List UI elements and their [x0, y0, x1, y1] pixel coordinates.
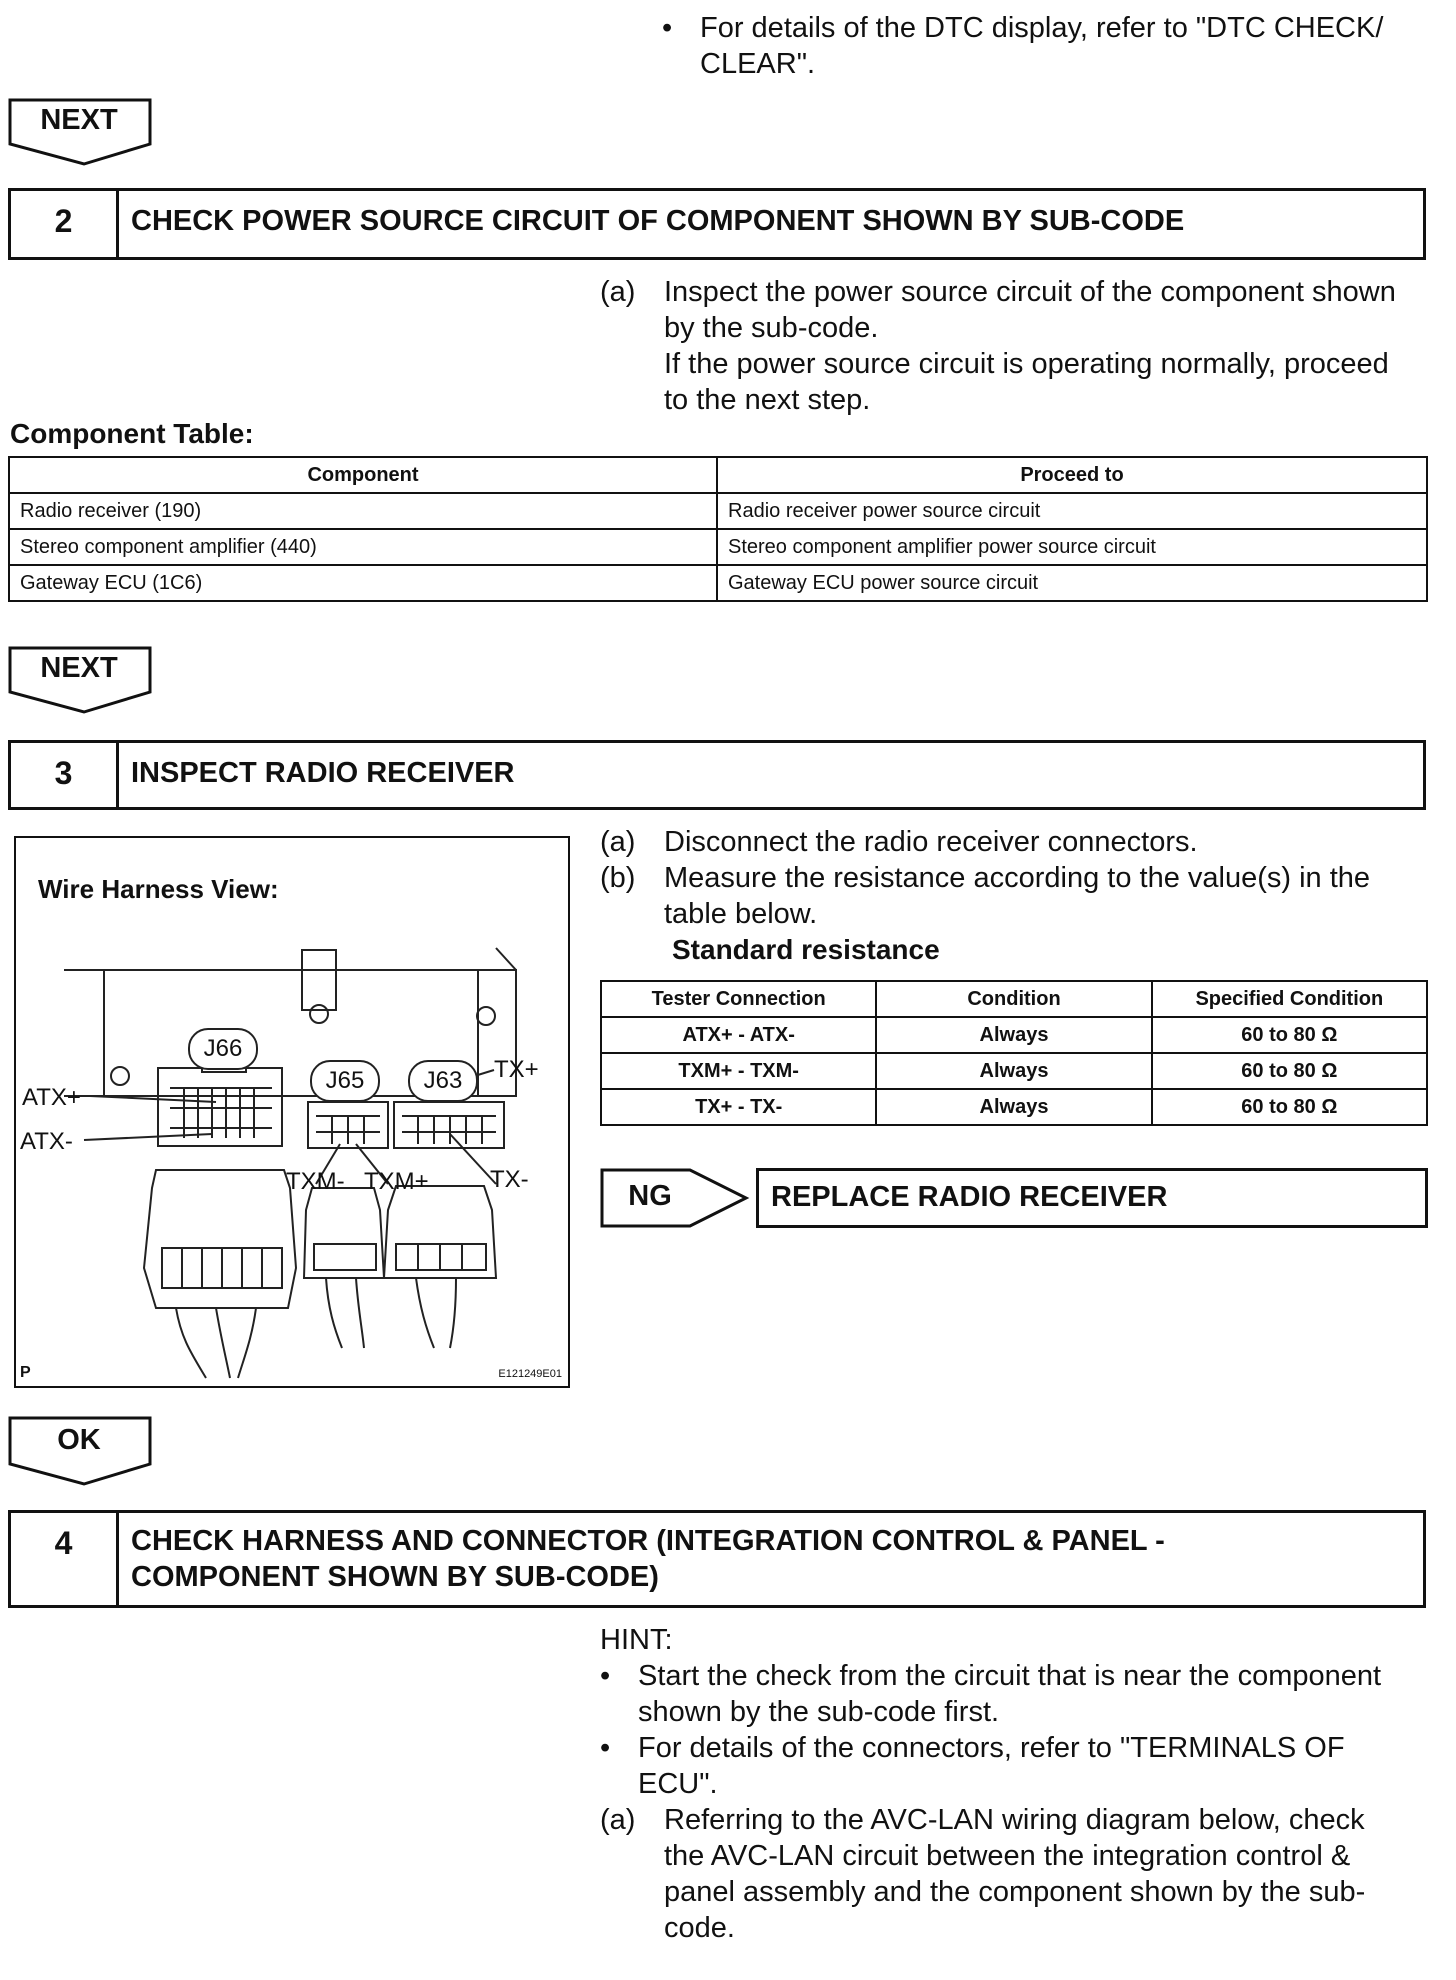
hint-line: ECU".	[638, 1768, 718, 1800]
replace-radio-receiver-action: REPLACE RADIO RECEIVER	[756, 1168, 1428, 1228]
table-header-row	[601, 981, 1427, 1017]
item-line: table below.	[664, 898, 818, 930]
table-cell: 60 to 80 Ω	[1152, 1053, 1427, 1089]
item-line: code.	[664, 1912, 735, 1944]
item-marker: (a)	[600, 826, 636, 858]
table-row	[601, 1053, 1427, 1089]
next-label: NEXT	[40, 652, 118, 684]
diagram-corner-letter: P	[20, 1364, 31, 1381]
connector-label-j66: J66	[188, 1028, 258, 1070]
figure-code: E121249E01	[498, 1368, 562, 1380]
column-header: Tester Connection	[601, 981, 876, 1017]
table-cell: Stereo component amplifier power source circuit	[717, 529, 1427, 565]
hint-line: Start the check from the circuit that is near the component	[638, 1660, 1382, 1692]
pin-label-txm-minus: TXM-	[286, 1168, 345, 1195]
step-title	[119, 1513, 1177, 1605]
dtc-display-note	[662, 10, 1383, 82]
table-cell: TX+ - TX-	[601, 1089, 876, 1125]
ng-label: NG	[628, 1180, 672, 1212]
item-marker: (a)	[600, 276, 636, 308]
bullet-glyph: •	[600, 1660, 611, 1692]
item-marker: (a)	[600, 1804, 636, 1836]
step-title: INSPECT RADIO RECEIVER	[131, 757, 515, 789]
diagram-title: Wire Harness View:	[38, 874, 279, 904]
standard-resistance-heading: Standard resistance	[672, 934, 940, 965]
table-cell: ATX+ - ATX-	[601, 1017, 876, 1053]
title-line: COMPONENT SHOWN BY SUB-CODE)	[131, 1561, 659, 1593]
pin-label-txm-plus: TXM+	[364, 1168, 429, 1195]
step-4-item-a	[600, 1802, 1365, 1946]
next-button-2[interactable]	[8, 646, 154, 716]
table-cell: Stereo component amplifier (440)	[9, 529, 717, 565]
table-row	[9, 565, 1427, 601]
ng-button[interactable]	[600, 1168, 750, 1228]
radio-receiver-connectors-illustration	[16, 838, 568, 1386]
item-line: panel assembly and the component shown by the sub-	[664, 1876, 1366, 1908]
bullet-glyph: •	[600, 1732, 611, 1764]
table-cell: TXM+ - TXM-	[601, 1053, 876, 1089]
item-line: the AVC-LAN circuit between the integration control &	[664, 1840, 1351, 1872]
pin-label-tx-plus: TX+	[494, 1056, 539, 1083]
pin-label-tx-minus: TX-	[490, 1166, 529, 1193]
connector-label-j63: J63	[408, 1060, 478, 1102]
table-cell: Always	[876, 1053, 1151, 1089]
hint-line: For details of the connectors, refer to "TERMINALS OF	[638, 1732, 1345, 1764]
wire-harness-diagram	[14, 836, 570, 1388]
component-table-caption: Component Table:	[10, 418, 254, 449]
step-title: CHECK POWER SOURCE CIRCUIT OF COMPONENT SHOWN BY SUB-CODE	[131, 205, 1185, 237]
table-cell: 60 to 80 Ω	[1152, 1089, 1427, 1125]
column-header: Proceed to	[717, 457, 1427, 493]
column-header: Component	[9, 457, 717, 493]
next-button-1[interactable]	[8, 98, 154, 168]
step-3-item-a	[600, 824, 1198, 860]
pin-label-atx-plus: ATX+	[22, 1084, 81, 1111]
step-number: 4	[11, 1513, 119, 1605]
table-cell: Radio receiver power source circuit	[717, 493, 1427, 529]
resistance-table	[600, 980, 1428, 1126]
table-row	[601, 1089, 1427, 1125]
connector-label-j65: J65	[310, 1060, 380, 1102]
item-line: Referring to the AVC-LAN wiring diagram below, check	[664, 1804, 1365, 1836]
item-marker: (b)	[600, 862, 636, 894]
table-cell: Gateway ECU power source circuit	[717, 565, 1427, 601]
table-cell: Gateway ECU (1C6)	[9, 565, 717, 601]
item-line: by the sub-code.	[664, 312, 879, 344]
table-row	[9, 493, 1427, 529]
column-header: Specified Condition	[1152, 981, 1427, 1017]
step-4-header	[8, 1510, 1426, 1608]
column-header: Condition	[876, 981, 1151, 1017]
table-cell: Radio receiver (190)	[9, 493, 717, 529]
next-label: NEXT	[40, 104, 118, 136]
hint-bullet-1	[600, 1658, 1381, 1730]
hint-label: HINT:	[600, 1624, 673, 1656]
ok-button[interactable]	[8, 1416, 154, 1488]
step-number: 3	[11, 743, 119, 807]
item-line: to the next step.	[664, 384, 871, 416]
bullet-glyph: •	[662, 12, 673, 44]
step-2-item-a	[600, 274, 1396, 418]
table-cell: Always	[876, 1017, 1151, 1053]
step-number: 2	[11, 191, 119, 257]
item-line: Inspect the power source circuit of the component shown	[664, 276, 1396, 308]
step-2-header	[8, 188, 1426, 260]
table-row	[601, 1017, 1427, 1053]
table-cell: 60 to 80 Ω	[1152, 1017, 1427, 1053]
step-3-header	[8, 740, 1426, 810]
item-line: Disconnect the radio receiver connectors.	[664, 826, 1198, 858]
item-line: Measure the resistance according to the value(s) in the	[664, 862, 1371, 894]
table-cell: Always	[876, 1089, 1151, 1125]
note-line: CLEAR".	[700, 48, 816, 80]
item-line: If the power source circuit is operating normally, proceed	[664, 348, 1389, 380]
title-line: CHECK HARNESS AND CONNECTOR (INTEGRATION CONTROL & PANEL -	[131, 1525, 1165, 1557]
ok-label: OK	[57, 1424, 101, 1456]
pin-label-atx-minus: ATX-	[20, 1128, 73, 1155]
table-header-row	[9, 457, 1427, 493]
table-row	[9, 529, 1427, 565]
step-3-item-b	[600, 860, 1370, 932]
hint-line: shown by the sub-code first.	[638, 1696, 1000, 1728]
note-line: For details of the DTC display, refer to "DTC CHECK/	[700, 12, 1384, 44]
hint-bullet-2	[600, 1730, 1345, 1802]
component-table	[8, 456, 1428, 602]
